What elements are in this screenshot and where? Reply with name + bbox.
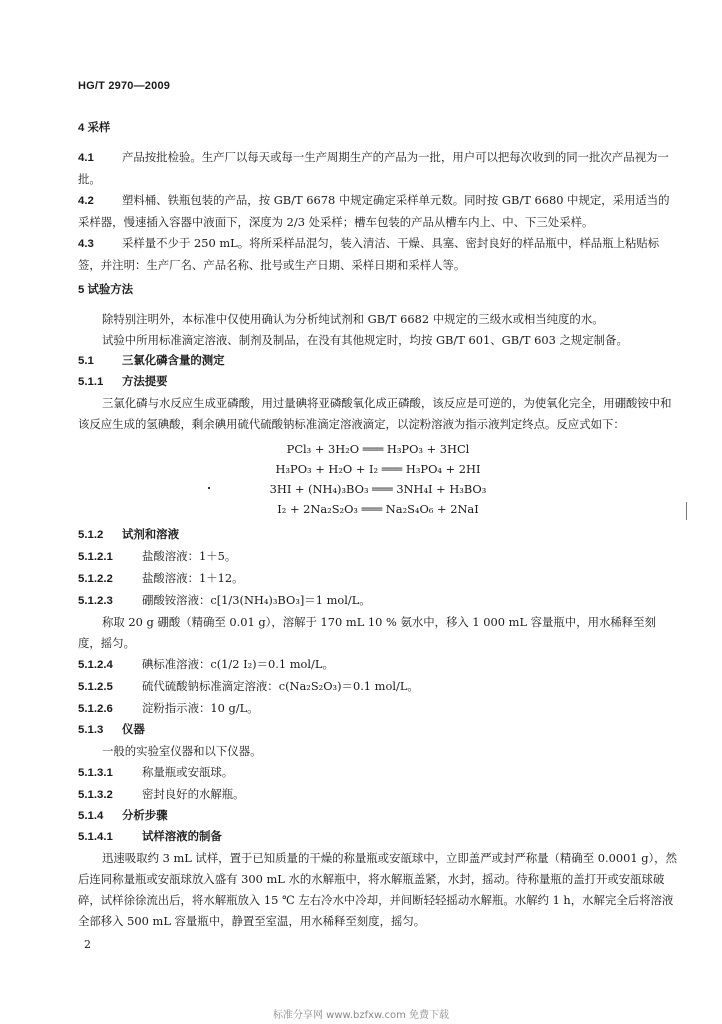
list-item [78,546,678,568]
chemical-equation: I₂ + 2Na₂S₂O₃ ═══ Na₂S₄O₆ + 2NaI [277,502,479,516]
list-item [78,590,678,612]
clause-text: 淀粉指示液：10 g/L。 [142,701,259,715]
section-heading: 5 试验方法 [78,284,134,296]
subsection-title: 仪器 [122,724,145,736]
subsection-heading [78,720,678,741]
clause-text: 盐酸溶液：1＋12。 [142,571,244,585]
clause-number: 5.1.2.2 [78,573,113,585]
clause-number: 5.1.2.1 [78,551,113,563]
clause-text: 采样量不少于 250 mL。将所采样品混匀，装入清洁、干燥、具塞、密封良好的样品瓶中，样品瓶上粘贴标签，并注明：生产厂名、产品名称、批号或生产日期、采样日期和采样人等。 [78,236,660,272]
chemical-equation: 3HI + (NH₄)₃BO₃ ═══ 3NH₄I + H₃BO₃ [269,482,487,496]
clause-text: 塑料桶、铁瓶包装的产品，按 GB/T 6678 中规定确定采样单元数。同时按 GB/T 6680 中规定，采用适当的采样器，慢速插入容器中液面下，深度为 2/3 处采样；槽车包装的产品从槽车内上、中、下三处采样。 [78,193,670,229]
clause-number: 5.1.4 [78,810,104,822]
document-body [78,114,678,932]
reaction-equations [78,439,678,519]
clause-number: 5.1.2.4 [78,659,113,671]
subsection-title: 三氯化磷含量的测定 [122,355,225,367]
chemical-equation: PCl₃ + 3H₂O ═══ H₃PO₃ + 3HCl [286,442,470,456]
clause-number: 4.2 [78,195,94,207]
list-item [78,568,678,590]
clause-paragraph [78,190,678,233]
body-paragraph: 一般的实验室仪器和以下仪器。 [102,744,262,758]
clause-text: 硫代硫酸钠标准滴定溶液：c(Na₂S₂O₃)＝0.1 mol/L。 [142,679,419,693]
clause-text: 产品按批检验。生产厂以每天或每一生产周期生产的产品为一批，用户可以把每次收到的同一批次产品视为一批。 [78,150,669,186]
subsection-title: 方法提要 [122,376,168,388]
clause-number: 4.1 [78,152,94,164]
page-number: 2 [84,938,91,951]
list-item [78,676,678,698]
subsection-title: 分析步骤 [122,810,168,822]
scan-edge-mark [686,502,687,520]
clause-number: 5.1.2.6 [78,703,113,715]
clause-number: 5.1.3.1 [78,767,113,779]
clause-text: 硼酸铵溶液：c[1/3(NH₄)₃BO₃]＝1 mol/L。 [142,593,371,607]
clause-number: 5.1.1 [78,376,104,388]
standard-code-header: HG/T 2970—2009 [78,80,171,92]
chemical-equation: H₃PO₃ + H₂O + I₂ ═══ H₃PO₄ + 2HI [275,462,481,476]
subsection-title: 试剂和溶液 [122,529,179,541]
clause-text: 密封良好的水解瓶。 [142,787,245,801]
body-paragraph: 称取 20 g 硼酸（精确至 0.01 g），溶解于 170 mL 10 % 氨水中，移入 1 000 mL 容量瓶中，用水稀释至刻度，摇匀。 [78,615,656,650]
clause-number: 4.3 [78,238,94,250]
list-item [78,762,678,784]
clause-paragraph [78,147,678,190]
clause-text: 称量瓶或安瓿球。 [142,765,234,779]
clause-number: 5.1.4.1 [78,831,113,843]
clause-text: 碘标准溶液：c(1/2 I₂)＝0.1 mol/L。 [142,657,334,671]
watermark-footer: 标准分享网 www.bzfxw.com 免费下载 [273,1010,449,1021]
body-paragraph: 除特别注明外，本标准中仅使用确认为分析纯试剂和 GB/T 6682 中规定的三级水或相当纯度的水。 [102,312,604,326]
clause-number: 5.1.2.3 [78,595,113,607]
clause-number: 5.1.2 [78,529,104,541]
subsection-heading [78,525,678,546]
subsection-title: 试样溶液的制备 [142,831,222,843]
body-paragraph: 迅速吸取约 3 mL 试样，置于已知质量的干燥的称量瓶或安瓿球中，立即盖严或封严称量（精确至 0.0001 g），然后连同称量瓶或安瓿球放入盛有 300 mL 水的水解瓶中，将水解瓶盖紧，水封，摇动。待称量瓶的盖打开或安瓿球破碎，试样徐徐流出后，将水解瓶放入 15 ℃ 左右冷水中冷却，并间断轻轻摇动水解瓶。水解约 1 h，水解完全后将溶液全部移入 500 mL 容量瓶中，静置至室温，用水稀释至刻度，摇匀。 [78,851,677,928]
subsection-heading [78,827,678,848]
clause-text: 盐酸溶液：1＋5。 [142,549,237,563]
clause-number: 5.1.3 [78,724,104,736]
clause-number: 5.1.2.5 [78,681,113,693]
clause-number: 5.1.3.2 [78,789,113,801]
scan-speck [208,487,210,489]
body-paragraph: 三氯化磷与水反应生成亚磷酸，用过量碘将亚磷酸氧化成正磷酸，该反应是可逆的，为使氧化完全，用硼酸铵中和该反应生成的氢碘酸，剩余碘用硫代硫酸钠标准滴定溶液滴定，以淀粉溶液为指示液判定终点。反应式如下： [78,396,672,431]
subsection-heading [78,372,678,393]
list-item [78,654,678,676]
subsection-heading [78,351,678,372]
clause-number: 5.1 [78,355,94,367]
list-item [78,698,678,720]
list-item [78,784,678,806]
body-paragraph: 试验中所用标准滴定溶液、制剂及制品，在没有其他规定时，均按 GB/T 601、GB/T 603 之规定制备。 [102,333,628,347]
clause-paragraph [78,233,678,276]
subsection-heading [78,806,678,827]
section-heading: 4 采样 [78,122,111,134]
